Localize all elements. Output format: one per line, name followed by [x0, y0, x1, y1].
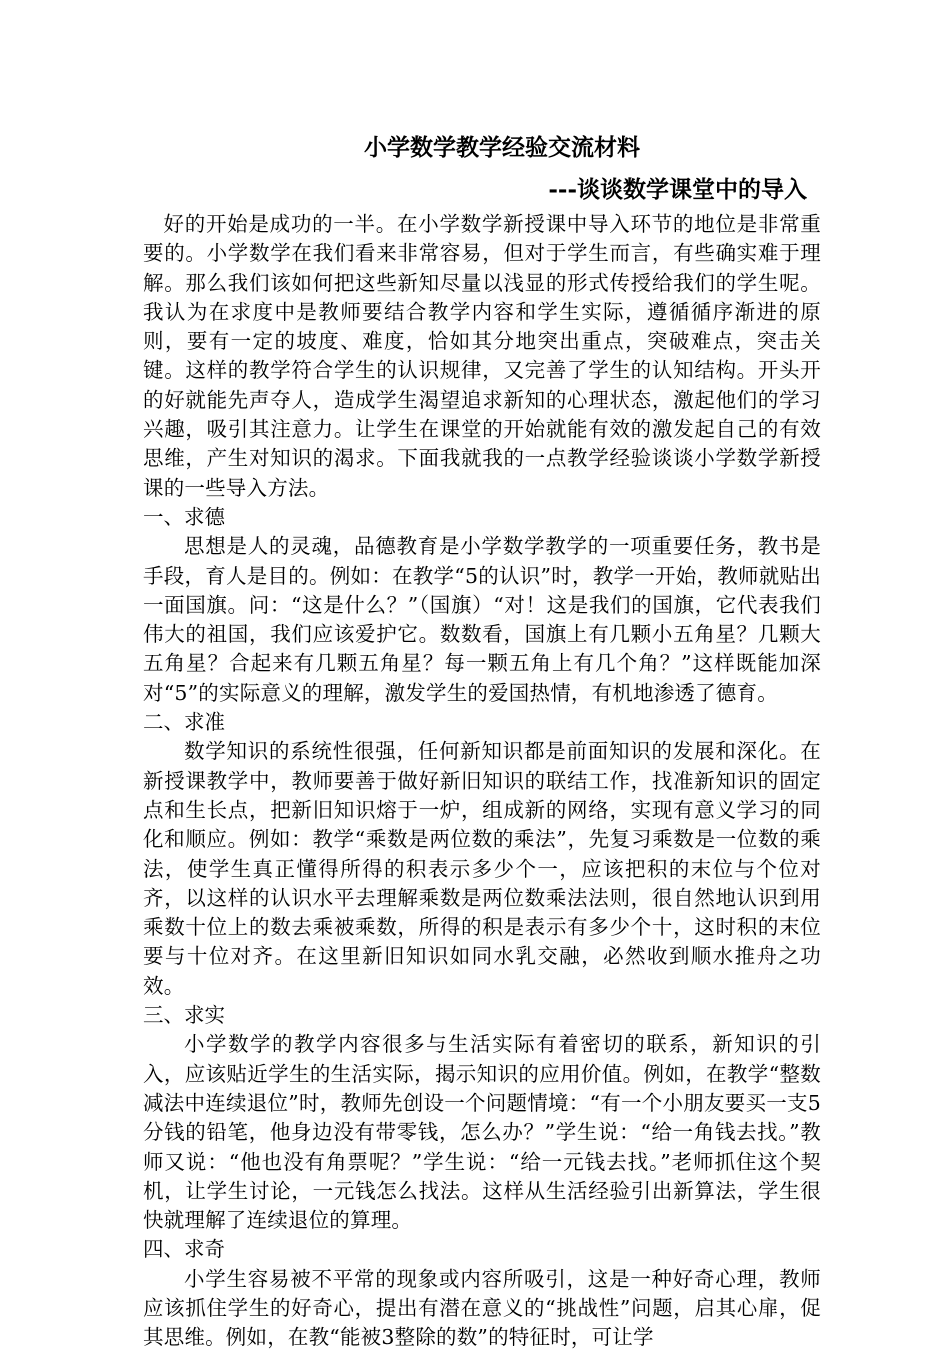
- section-paragraph: 数学知识的系统性很强，任何新知识都是前面知识的发展和深化。在新授课教学中，教师要善于做好新旧知识的联结工作，找准新知识的固定点和生长点，把新旧知识熔于一炉，组成新的网络，实现有意义学习的同化和顺应。例如：教学“乘数是两位数的乘法”，先复习乘数是一位数的乘法，使学生真正懂得所得的积表示多少个一，应该把积的末位与个位对齐，以这样的认识水平去理解乘数是两位数乘法法则，很自然地认识到用乘数十位上的数去乘被乘数，所得的积是表示有多少个十，这时积的末位要与十位对齐。在这里新旧知识如同水乳交融，必然收到顺水推舟之功效。: [143, 739, 821, 998]
- section-4: [143, 1235, 821, 1352]
- section-heading: 一、求德: [143, 504, 225, 529]
- section-paragraph: 小学数学的教学内容很多与生活实际有着密切的联系，新知识的引入，应该贴近学生的生活实际，揭示知识的应用价值。例如，在教学“整数减法中连续退位”时，教师先创设一个问题情境：“有一个小朋友要买一支5分钱的铅笔，他身边没有带零钱，怎么办？”学生说：“给一角钱去找。”教师又说：“他也没有角票呢？”学生说：“给一元钱去找。”老师抓住这个契机，让学生讨论，一元钱怎么找法。这样从生活经验引出新算法，学生很快就理解了连续退位的算理。: [143, 1032, 821, 1233]
- section-paragraph: 小学生容易被不平常的现象或内容所吸引，这是一种好奇心理，教师应该抓住学生的好奇心，提出有潜在意义的“挑战性”问题，启其心扉，促其思维。例如，在教“能被3整除的数”的特征时，可让学: [143, 1266, 821, 1350]
- section-3: [143, 1001, 821, 1235]
- section-heading: 二、求准: [143, 710, 225, 735]
- document-page: [143, 128, 821, 1353]
- document-title: 小学数学教学经验交流材料: [364, 134, 640, 161]
- section-paragraph: 思想是人的灵魂，品德教育是小学数学教学的一项重要任务，教书是手段，育人是目的。例如：在教学“5的认识”时，教学一开始，教师就贴出一面国旗。问：“这是什么？”（国旗）“对！这是我们的国旗，它代表我们伟大的祖国，我们应该爱护它。数数看，国旗上有几颗小五角星？几颗大五角星？合起来有几颗五角星？每一颗五角上有几个角？”这样既能加深对“5”的实际意义的理解，激发学生的爱国热情，有机地渗透了德育。: [143, 534, 821, 705]
- document-subtitle: ---谈谈数学课堂中的导入: [548, 176, 807, 203]
- section-1: [143, 503, 821, 708]
- section-heading: 四、求奇: [143, 1237, 225, 1262]
- section-heading: 三、求实: [143, 1003, 225, 1028]
- section-2: [143, 708, 821, 1001]
- intro-paragraph: 好的开始是成功的一半。在小学数学新授课中导入环节的地位是非常重要的。小学数学在我们看来非常容易，但对于学生而言，有些确实难于理解。那么我们该如何把这些新知尽量以浅显的形式传授给我们的学生呢。我认为在求度中是教师要结合教学内容和学生实际，遵循循序渐进的原则，要有一定的坡度、难度，恰如其分地突出重点，突破难点，突击关键。这样的教学符合学生的认识规律，又完善了学生的认知结构。开头开的好就能先声夺人，造成学生渴望追求新知的心理状态，激起他们的学习兴趣，吸引其注意力。让学生在课堂的开始就能有效的激发起自己的有效思维，产生对知识的渴求。下面我就我的一点教学经验谈谈小学数学新授课的一些导入方法。: [143, 212, 821, 500]
